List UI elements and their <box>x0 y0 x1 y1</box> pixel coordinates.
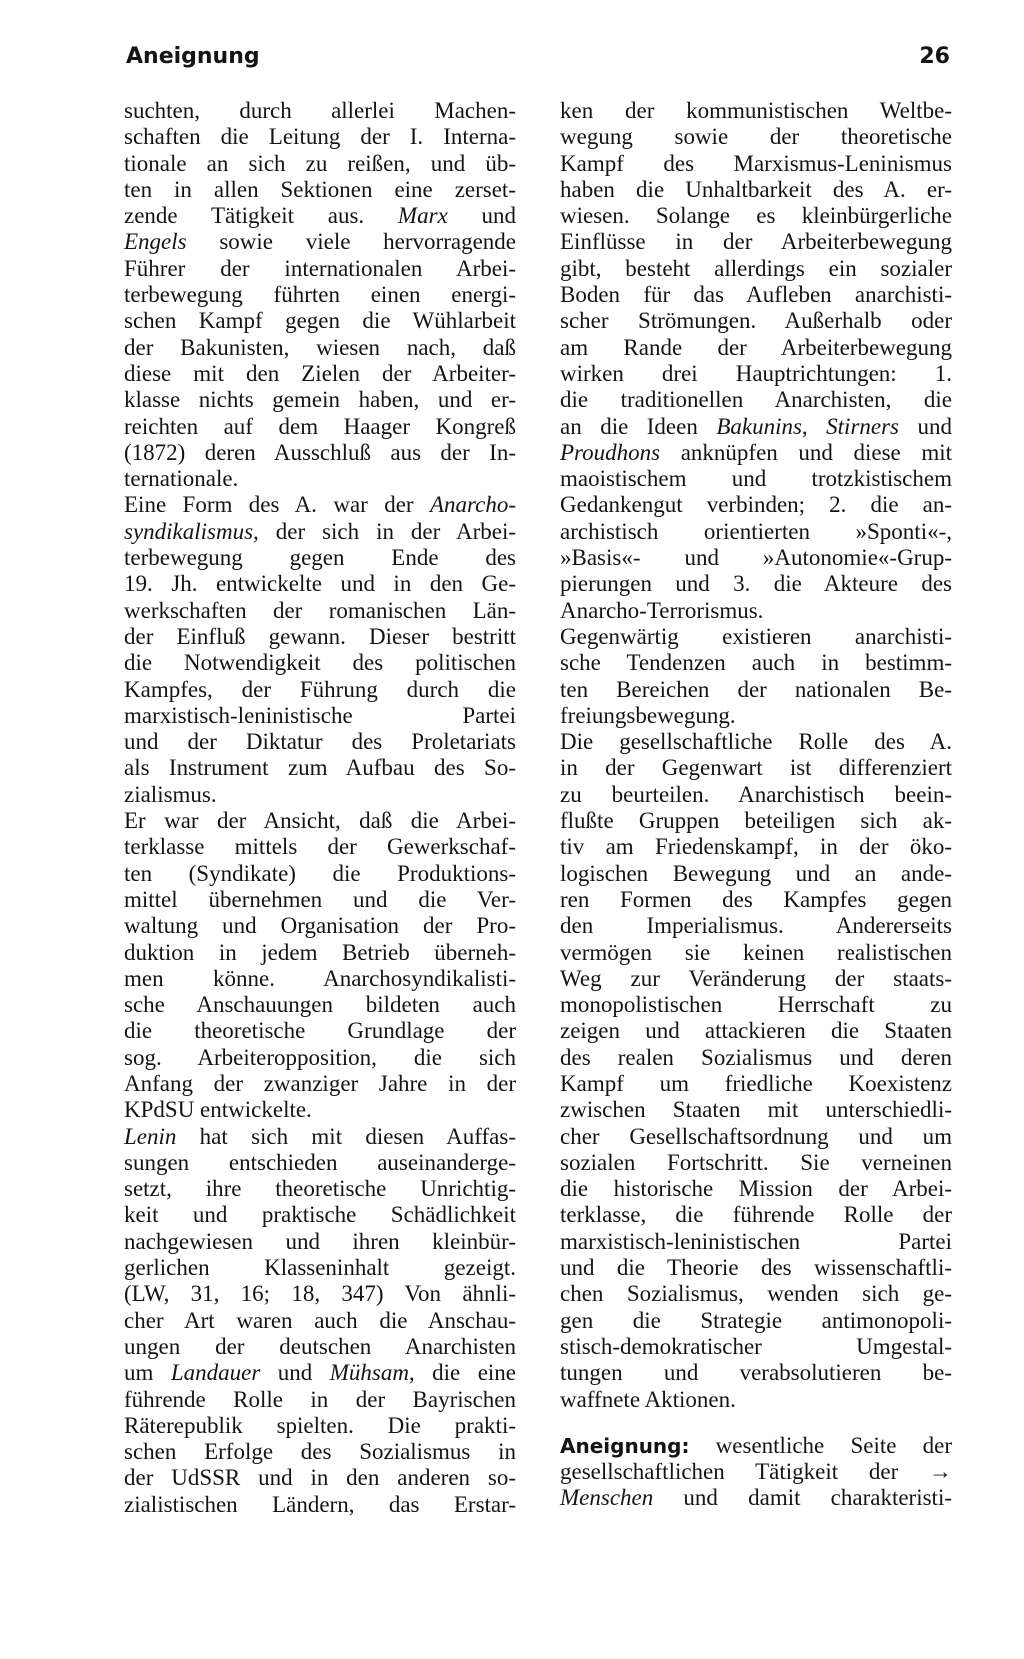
text-line: ten (Syndikate) die Produktions- <box>124 860 516 886</box>
text-line: zu beurteilen. Anarchistisch beein- <box>560 781 952 807</box>
text-line: monopolistischen Herrschaft zu <box>560 992 952 1018</box>
right-text-column <box>560 98 952 1512</box>
text-line: ungen der deutschen Anarchisten <box>124 1333 516 1359</box>
text-line: Kampfes, der Führung durch die <box>124 676 516 702</box>
text-line: keit und praktische Schädlichkeit <box>124 1202 516 1228</box>
text-line: der Bakunisten, wiesen nach, daß <box>124 334 516 360</box>
text-line: terbewegung gegen Ende des <box>124 545 516 571</box>
text-line: wegung sowie der theoretische <box>560 124 952 150</box>
entry-term: Aneignung: <box>560 1433 690 1458</box>
text-line: terklasse, die führende Rolle der <box>560 1202 952 1228</box>
text-line: Proudhons anknüpfen und diese mit <box>560 439 952 465</box>
text-line: Lenin hat sich mit diesen Auffas- <box>124 1123 516 1149</box>
text-line: ken der kommunistischen Weltbe- <box>560 98 952 123</box>
text-line: sozialen Fortschritt. Sie verneinen <box>560 1149 952 1175</box>
text-line: 19. Jh. entwickelte und in den Ge- <box>124 571 516 597</box>
text-line: Boden für das Aufleben anarchisti- <box>560 282 952 308</box>
text-line: die theoretische Grundlage der <box>124 1018 516 1044</box>
text-line: und die Theorie des wissenschaftli- <box>560 1255 952 1281</box>
text-line: setzt, ihre theoretische Unrichtig- <box>124 1176 516 1202</box>
text-line: gerlichen Klasseninhalt gezeigt. <box>124 1255 516 1281</box>
text-line: waltung und Organisation der Pro- <box>124 913 516 939</box>
text-line: archistisch orientierten »Sponti«-, <box>560 518 952 544</box>
text-line: um Landauer und Mühsam, die eine <box>124 1360 516 1386</box>
text-line: KPdSU entwickelte. <box>124 1097 312 1123</box>
text-line: Aneignung: wesentliche Seite der <box>560 1432 952 1458</box>
text-line: vermögen sie keinen realistischen <box>560 939 952 965</box>
running-header-title: Aneignung <box>126 44 260 69</box>
text-line: pierungen und 3. die Akteure des <box>560 571 952 597</box>
text-line: marxistisch-leninistischen Partei <box>560 1228 952 1254</box>
italic-name: Menschen <box>560 1485 654 1511</box>
text-line: flußte Gruppen beteiligen sich ak- <box>560 808 952 834</box>
text-line: Menschen und damit charakteristi- <box>560 1485 952 1511</box>
text-line: Die gesellschaftliche Rolle des A. <box>560 729 952 755</box>
text-line: nachgewiesen und ihren kleinbür- <box>124 1228 516 1254</box>
text-line: schaften die Leitung der I. Interna- <box>124 124 516 150</box>
text-line: Räterepublik spielten. Die prakti- <box>124 1412 516 1438</box>
text-line: ternationale. <box>124 466 239 492</box>
text-line: an die Ideen Bakunins, Stirners und <box>560 413 952 439</box>
text-line: men könne. Anarchosyndikalisti- <box>124 965 516 991</box>
text-line: reichten auf dem Haager Kongreß <box>124 413 516 439</box>
text-line: die historische Mission der Arbei- <box>560 1176 952 1202</box>
text-line: zeigen und attackieren die Staaten <box>560 1018 952 1044</box>
text-line: stisch-demokratischer Umgestal- <box>560 1333 952 1359</box>
text-line: die traditionellen Anarchisten, die <box>560 387 952 413</box>
text-line: der Einfluß gewann. Dieser bestritt <box>124 623 516 649</box>
text-line: als Instrument zum Aufbau des So- <box>124 755 516 781</box>
text-line: Gegenwärtig existieren anarchisti- <box>560 623 952 649</box>
text-line: cher Gesellschaftsordnung und um <box>560 1123 952 1149</box>
italic-name: Bakunins, Stirners <box>716 413 899 439</box>
text-line: terklasse mittels der Gewerkschaf- <box>124 834 516 860</box>
text-line: Führer der internationalen Arbei- <box>124 255 516 281</box>
text-line: syndikalismus, der sich in der Arbei- <box>124 518 516 544</box>
text-line: Anfang der zwanziger Jahre in der <box>124 1070 516 1096</box>
text-line: Eine Form des A. war der Anarcho- <box>124 492 516 518</box>
text-line: zialistischen Ländern, das Erstar- <box>124 1491 516 1517</box>
text-line: (1872) deren Ausschluß aus der In- <box>124 439 516 465</box>
text-line: die Notwendigkeit des politischen <box>124 650 516 676</box>
text-line: zwischen Staaten mit unterschiedli- <box>560 1097 952 1123</box>
text-line: »Basis«- und »Autonomie«-Grup- <box>560 545 952 571</box>
italic-name: Marx <box>397 203 448 229</box>
text-line: maoistischem und trotzkistischem <box>560 466 952 492</box>
text-line: werkschaften der romanischen Län- <box>124 597 516 623</box>
text-line: in der Gegenwart ist differenziert <box>560 755 952 781</box>
text-line: sungen entschieden auseinanderge- <box>124 1149 516 1175</box>
text-line: gen die Strategie antimonopoli- <box>560 1307 952 1333</box>
text-line: sche Anschauungen bildeten auch <box>124 992 516 1018</box>
text-line: den Imperialismus. Andererseits <box>560 913 952 939</box>
text-line: waffnete Aktionen. <box>560 1386 736 1412</box>
text-line: zende Tätigkeit aus. Marx und <box>124 203 517 229</box>
text-line: gesellschaftlichen Tätigkeit der → <box>560 1459 952 1485</box>
text-line: cher Art waren auch die Anschau- <box>124 1307 516 1333</box>
text-line: tiv am Friedenskampf, in der öko- <box>560 834 952 860</box>
text-line: Weg zur Veränderung der staats- <box>560 965 952 991</box>
text-line: am Rande der Arbeiterbewegung <box>560 334 952 360</box>
text-line: der UdSSR und in den anderen so- <box>124 1465 516 1491</box>
text-line: ten Bereichen der nationalen Be- <box>560 676 952 702</box>
text-line: wirken drei Hauptrichtungen: 1. <box>560 360 952 386</box>
page-number: 26 <box>919 44 950 69</box>
text-line: sche Tendenzen auch in bestimm- <box>560 650 952 676</box>
text-line: marxistisch-leninistische Partei <box>124 702 516 728</box>
italic-name: syndikalismus, <box>124 518 259 544</box>
text-line: wiesen. Solange es kleinbürgerliche <box>560 203 952 229</box>
text-line: haben die Unhaltbarkeit des A. er- <box>560 176 952 202</box>
paragraph-gap <box>560 1413 952 1433</box>
text-line: chen Sozialismus, wenden sich ge- <box>560 1281 952 1307</box>
text-line: tionale an sich zu reißen, und üb- <box>124 150 516 176</box>
text-line: und der Diktatur des Proletariats <box>124 729 516 755</box>
text-line: tungen und verabsolutieren be- <box>560 1360 952 1386</box>
text-line: mittel übernehmen und die Ver- <box>124 886 516 912</box>
text-line: Er war der Ansicht, daß die Arbei- <box>124 808 516 834</box>
text-line: Einflüsse in der Arbeiterbewegung <box>560 229 952 255</box>
italic-name: Mühsam, <box>329 1360 415 1386</box>
text-line: duktion in jedem Betrieb überneh- <box>124 939 516 965</box>
text-line: sog. Arbeiteropposition, die sich <box>124 1044 516 1070</box>
italic-name: Engels <box>124 229 187 255</box>
text-line: logischen Bewegung und an ande- <box>560 860 952 886</box>
text-line: gibt, besteht allerdings ein sozialer <box>560 255 952 281</box>
text-line: Engels sowie viele hervorragende <box>124 229 516 255</box>
text-line: scher Strömungen. Außerhalb oder <box>560 308 952 334</box>
text-line: schen Kampf gegen die Wühlarbeit <box>124 308 516 334</box>
text-line: (LW, 31, 16; 18, 347) Von ähnli- <box>124 1281 516 1307</box>
text-line: Gedankengut verbinden; 2. die an- <box>560 492 952 518</box>
text-line: Kampf um friedliche Koexistenz <box>560 1070 952 1096</box>
italic-name: Proudhons <box>560 439 661 465</box>
italic-name: Anarcho- <box>429 492 516 518</box>
text-line: suchten, durch allerlei Machen- <box>124 98 516 123</box>
text-line: des realen Sozialismus und deren <box>560 1044 952 1070</box>
text-line: zialismus. <box>124 781 217 807</box>
text-line: Anarcho-Terrorismus. <box>560 597 764 623</box>
text-line: diese mit den Zielen der Arbeiter- <box>124 360 516 386</box>
text-line: freiungsbewegung. <box>560 702 736 728</box>
text-line: terbewegung führten einen energi- <box>124 282 516 308</box>
italic-name: Landauer <box>170 1360 261 1386</box>
text-line: Kampf des Marxismus-Leninismus <box>560 150 952 176</box>
text-line: ten in allen Sektionen eine zerset- <box>124 176 516 202</box>
italic-name: Lenin <box>124 1123 177 1149</box>
text-line: führende Rolle in der Bayrischen <box>124 1386 516 1412</box>
text-line: klasse nichts gemein haben, und er- <box>124 387 516 413</box>
text-line: ren Formen des Kampfes gegen <box>560 886 952 912</box>
left-text-column <box>124 98 516 1518</box>
text-line: schen Erfolge des Sozialismus in <box>124 1439 516 1465</box>
